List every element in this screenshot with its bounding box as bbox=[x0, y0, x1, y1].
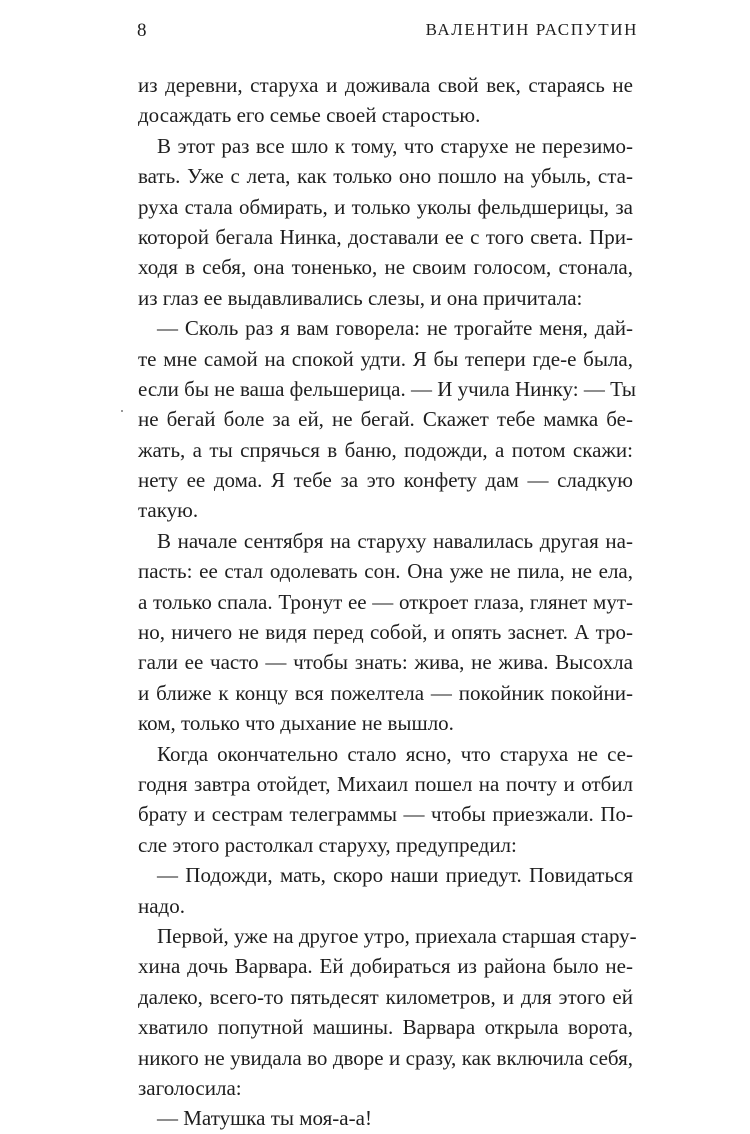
text-line: а только спала. Тронут ее — откроет глаза, глянет мут- bbox=[138, 589, 633, 614]
text-line: далеко, всего-то пятьдесят километров, и для этого ей bbox=[138, 984, 633, 1009]
text-line: не бегай боле за ей, не бегай. Скажет тебе мамка бе- bbox=[138, 407, 633, 432]
text-line: Когда окончательно стало ясно, что старуха не се- bbox=[157, 741, 633, 766]
text-line: брату и сестрам телеграммы — чтобы приезжали. По- bbox=[138, 802, 633, 827]
text-line: но, ничего не видя перед собой, и опять заснет. А тро- bbox=[138, 620, 633, 645]
text-line: досаждать его семье своей старостью. bbox=[138, 103, 481, 128]
text-line: и ближе к концу вся пожелтела — покойник покойни- bbox=[138, 680, 633, 705]
text-line: — Сколь раз я вам говорела: не трогайте меня, дай- bbox=[157, 316, 633, 341]
text-line: гали ее часто — чтобы знать: жива, не жива. Высохла bbox=[138, 650, 633, 675]
text-line: Первой, уже на другое утро, приехала старшая стару- bbox=[157, 923, 637, 948]
text-line: годня завтра отойдет, Михаил пошел на почту и отбил bbox=[138, 771, 633, 796]
text-line: надо. bbox=[138, 893, 185, 918]
text-line: руха стала обмирать, и только уколы фельдшерицы, за bbox=[138, 194, 633, 219]
text-line: такую. bbox=[138, 498, 199, 523]
text-line: если бы не ваша фельшерица. — И учила Нинку: — Ты bbox=[138, 376, 636, 401]
text-line: В начале сентября на старуху навалилась другая на- bbox=[157, 528, 633, 553]
page-number: 8 bbox=[137, 20, 147, 41]
text-line: которой бегала Нинка, доставали ее с того света. При- bbox=[138, 224, 633, 249]
text-line: — Матушка ты моя-а-а! bbox=[157, 1106, 372, 1131]
text-line: заголосила: bbox=[138, 1075, 242, 1100]
text-line: нету ее дома. Я тебе за это конфету дам — сладкую bbox=[138, 468, 633, 493]
text-line: из глаз ее выдавливались слезы, и она причитала: bbox=[138, 285, 583, 310]
print-speck bbox=[121, 410, 123, 412]
text-line: жать, а ты спрячься в баню, подожди, а потом скажи: bbox=[138, 437, 633, 462]
text-line: пасть: ее стал одолевать сон. Она уже не пила, не ела, bbox=[138, 559, 633, 584]
text-line: — Подожди, мать, скоро наши приедут. Повидаться bbox=[157, 863, 633, 888]
text-line: никого не увидала во дворе и сразу, как включила себя, bbox=[138, 1045, 633, 1070]
body-text bbox=[138, 70, 637, 1134]
running-head: ВАЛЕНТИН РАСПУТИН bbox=[425, 20, 638, 39]
text-line: хватило попутной машины. Варвара открыла ворота, bbox=[138, 1015, 633, 1040]
text-line: ходя в себя, она тоненько, не своим голосом, стонала, bbox=[138, 255, 633, 280]
text-line: из деревни, старуха и доживала свой век, стараясь не bbox=[138, 73, 633, 97]
text-line: хина дочь Варвара. Ей добираться из района было не- bbox=[138, 954, 633, 979]
text-line: те мне самой на спокой удти. Я бы тепери где-е была, bbox=[138, 346, 633, 371]
text-line: ком, только что дыхание не вышло. bbox=[138, 711, 454, 736]
text-line: вать. Уже с лета, как только оно пошло на убыль, ста- bbox=[138, 164, 633, 189]
text-line: сле этого растолкал старуху, предупредил: bbox=[138, 832, 517, 857]
text-line: В этот раз все шло к тому, что старухе не перезимо- bbox=[157, 133, 633, 158]
